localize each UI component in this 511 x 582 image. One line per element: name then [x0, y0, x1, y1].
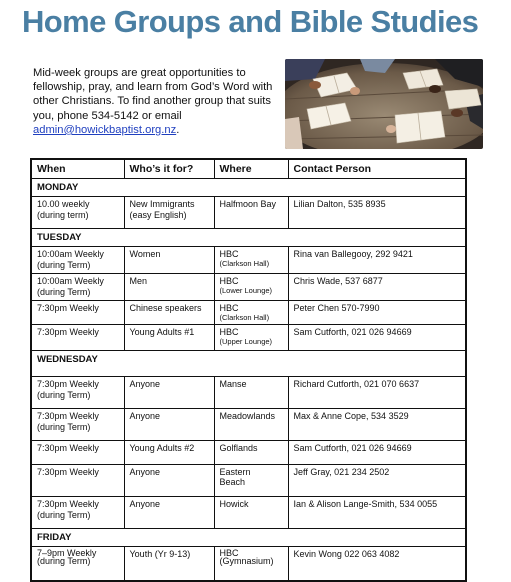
groups-table — [30, 158, 467, 582]
cell-contact: Sam Cutforth, 021 026 94669 — [288, 325, 466, 351]
cell-when: 7:30pm Weekly — [31, 465, 124, 497]
cell-contact: Lilian Dalton, 535 8935 — [288, 197, 466, 229]
cell-contact: Max & Anne Cope, 534 3529 — [288, 409, 466, 441]
cell-when: 7:30pm Weekly (during Term) — [31, 377, 124, 409]
email-link[interactable]: admin@howickbaptist.org.nz — [33, 123, 177, 136]
table-row — [31, 547, 466, 581]
day-label: WEDNESDAY — [31, 351, 466, 377]
cell-where: HBC (Upper Lounge) — [214, 325, 288, 351]
intro-text: Mid-week groups are great opportunities to fellowship, pray, and learn from God’s Word with other Christians. To find another group that suits you, phone 534-5142 or email — [33, 67, 273, 122]
cell-contact: Kevin Wong 022 063 4082 — [288, 547, 466, 581]
cell-when: 7:30pm Weekly (during Term) — [31, 497, 124, 529]
cell-where: Golflands — [214, 441, 288, 465]
table-row — [31, 465, 466, 497]
day-label: TUESDAY — [31, 229, 466, 247]
cell-where: HBC (Lower Lounge) — [214, 274, 288, 301]
cell-who: Anyone — [124, 465, 214, 497]
cell-contact: Rina van Ballegooy, 292 9421 — [288, 247, 466, 274]
intro-suffix: . — [176, 123, 180, 136]
cell-who: Young Adults #2 — [124, 441, 214, 465]
day-row-tuesday — [31, 229, 466, 247]
day-label: MONDAY — [31, 179, 466, 197]
cell-where: Howick — [214, 497, 288, 529]
cell-contact: Ian & Alison Lange-Smith, 534 0055 — [288, 497, 466, 529]
table-row — [31, 325, 466, 351]
table-row — [31, 197, 466, 229]
day-row-friday — [31, 529, 466, 547]
cell-where: Halfmoon Bay — [214, 197, 288, 229]
table-row — [31, 409, 466, 441]
cell-who: Youth (Yr 9-13) — [124, 547, 214, 581]
day-label: FRIDAY — [31, 529, 466, 547]
table-row — [31, 274, 466, 301]
cell-contact: Sam Cutforth, 021 026 94669 — [288, 441, 466, 465]
cell-when: 10:00am Weekly (during Term) — [31, 247, 124, 274]
bible-study-photo — [285, 59, 483, 149]
cell-who: Chinese speakers — [124, 301, 214, 325]
cell-when: 7:30pm Weekly — [31, 325, 124, 351]
cell-contact: Richard Cutforth, 021 070 6637 — [288, 377, 466, 409]
cell-where: HBC (Clarkson Hall) — [214, 247, 288, 274]
cell-when: 7:30pm Weekly — [31, 441, 124, 465]
cell-when: 7–9pm Weekly (during Term) — [31, 547, 124, 581]
table-row — [31, 497, 466, 529]
cell-who: New Immigrants (easy English) — [124, 197, 214, 229]
column-header-when: When — [31, 159, 124, 179]
table-row — [31, 247, 466, 274]
cell-who: Anyone — [124, 377, 214, 409]
cell-who: Young Adults #1 — [124, 325, 214, 351]
cell-where: HBC (Clarkson Hall) — [214, 301, 288, 325]
cell-contact: Peter Chen 570-7990 — [288, 301, 466, 325]
day-row-monday — [31, 179, 466, 197]
cell-when: 7:30pm Weekly — [31, 301, 124, 325]
cell-where: Eastern Beach — [214, 465, 288, 497]
column-header-contact: Contact Person — [288, 159, 466, 179]
cell-who: Anyone — [124, 497, 214, 529]
cell-where: HBC (Gymnasium) — [214, 547, 288, 581]
table-row — [31, 377, 466, 409]
cell-who: Anyone — [124, 409, 214, 441]
bible-study-illustration — [285, 59, 483, 149]
cell-when: 10:00am Weekly (during Term) — [31, 274, 124, 301]
page-title: Home Groups and Bible Studies — [22, 4, 479, 39]
cell-where: Meadowlands — [214, 409, 288, 441]
day-row-wednesday — [31, 351, 466, 377]
column-header-where: Where — [214, 159, 288, 179]
cell-when: 10.00 weekly (during term) — [31, 197, 124, 229]
intro-paragraph — [33, 66, 283, 137]
cell-contact: Chris Wade, 537 6877 — [288, 274, 466, 301]
column-header-who: Who’s it for? — [124, 159, 214, 179]
cell-where: Manse — [214, 377, 288, 409]
cell-when: 7:30pm Weekly (during Term) — [31, 409, 124, 441]
cell-who: Women — [124, 247, 214, 274]
cell-contact: Jeff Gray, 021 234 2502 — [288, 465, 466, 497]
table-row — [31, 441, 466, 465]
table-row — [31, 301, 466, 325]
table-header-row — [31, 159, 466, 179]
cell-who: Men — [124, 274, 214, 301]
